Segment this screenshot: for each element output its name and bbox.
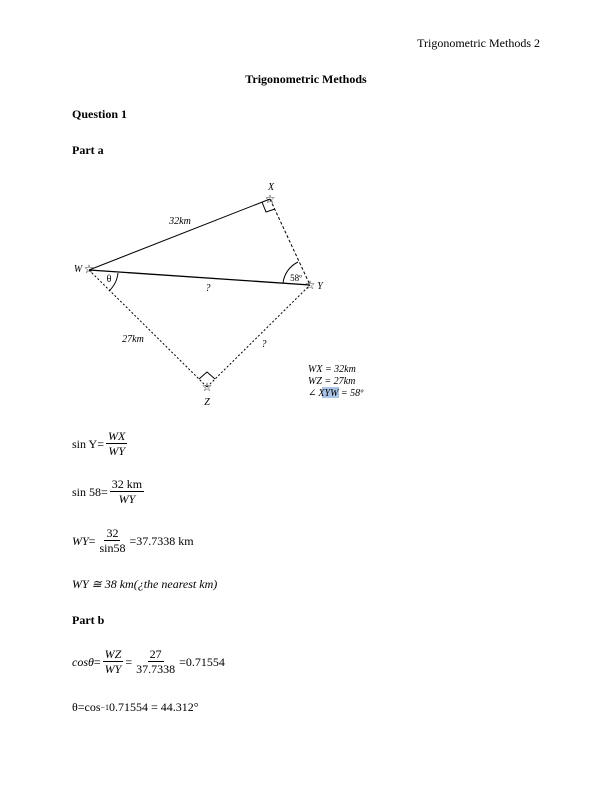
page-title: Trigonometric Methods — [245, 72, 367, 86]
label-zy-unknown: ? — [261, 339, 267, 350]
label-angle-y: 58º — [290, 273, 302, 283]
triangle-diagram — [60, 175, 380, 410]
equation-sin-y: sin Y = $\frac{WX}{WY}$ — [72, 429, 126, 458]
equation-wy-rounded: WY ≅ 38 km(¿the nearest km) — [72, 577, 218, 591]
label-wz-length: 27km — [122, 334, 144, 345]
equation-theta: θ=cos −1 0.71554 = 44.312° — [72, 700, 199, 714]
label-y: Y — [317, 281, 323, 292]
label-x: X — [267, 182, 275, 193]
star-icon-y: ☆ — [304, 278, 316, 292]
equation-cos-theta: cosθ = $\frac{WZ}{WY}$ = $\frac{27}{37.7338}$ =0.71554 — [72, 647, 225, 676]
given-angle: ∠ XYW = 58º — [308, 388, 364, 399]
label-theta: θ — [106, 274, 112, 285]
given-wz: WZ = 27km — [308, 376, 356, 387]
equation-wy: WY = $\frac{32}{\sin 58}$ =37.7338 km — [72, 526, 194, 555]
running-head: Trigonometric Methods 2 — [417, 36, 540, 50]
question-heading: Question 1 — [72, 107, 128, 121]
side-zy — [207, 285, 310, 387]
star-icon-x: ☆ — [264, 192, 276, 206]
right-angle-z — [199, 372, 215, 379]
star-icon-w: ☆ — [83, 262, 95, 276]
side-wz — [89, 270, 207, 387]
part-b-heading: Part b — [72, 613, 105, 627]
star-icon-z: ☆ — [201, 380, 213, 394]
side-wy — [89, 270, 310, 285]
equation-sin-58: sin 58 = $\frac{32 km}{WY}$ — [72, 477, 143, 506]
label-wy-unknown: ? — [205, 283, 211, 294]
label-w: W — [73, 264, 83, 275]
label-wx-length: 32km — [169, 216, 191, 227]
label-z: Z — [204, 397, 210, 408]
part-a-heading: Part a — [72, 143, 104, 157]
side-wx — [89, 199, 270, 270]
given-wx: WX = 32km — [308, 364, 356, 375]
